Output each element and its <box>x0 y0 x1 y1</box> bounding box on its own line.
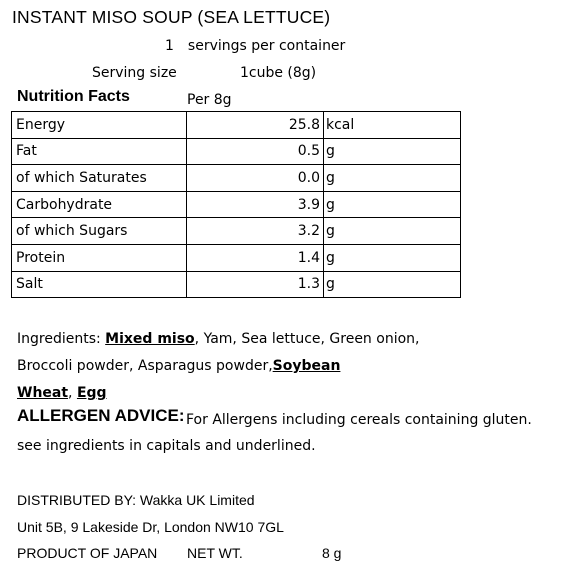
allergen-advice-note: see ingredients in capitals and underlined. <box>17 438 316 454</box>
nutrient-value: 0.5 <box>187 138 324 165</box>
allergen-wheat: Wheat <box>17 385 69 401</box>
nutrition-row-protein <box>12 244 461 271</box>
serving-size-label: Serving size <box>92 65 177 81</box>
nutrition-facts-heading: Nutrition Facts <box>17 88 130 105</box>
nutrient-unit: g <box>324 244 461 271</box>
servings-per-container <box>165 38 345 54</box>
nutrition-row-sugars <box>12 218 461 245</box>
ingredients-prefix: Ingredients: <box>17 331 106 347</box>
nutrient-unit: kcal <box>324 112 461 139</box>
nutrition-row-saturates <box>12 165 461 192</box>
net-weight-value: 8 g <box>322 545 342 561</box>
ingredients-line-3 <box>17 385 107 401</box>
servings-text: servings per container <box>187 38 346 54</box>
serving-size-value: 1cube (8g) <box>240 65 317 81</box>
nutrient-label: Fat <box>12 138 187 165</box>
nutrient-value: 3.9 <box>187 191 324 218</box>
allergen-mixed-miso: Mixed miso <box>105 331 195 347</box>
ingredients-line-2 <box>17 358 340 374</box>
product-title: INSTANT MISO SOUP (SEA LETTUCE) <box>12 7 331 27</box>
product-origin: PRODUCT OF JAPAN <box>17 545 158 561</box>
nutrient-value: 3.2 <box>187 218 324 245</box>
nutrient-label: Carbohydrate <box>12 191 187 218</box>
nutrient-label: of which Sugars <box>12 218 187 245</box>
nutrition-row-salt <box>12 271 461 298</box>
ingredients-line-1 <box>17 331 419 347</box>
nutrient-unit: g <box>324 191 461 218</box>
nutrient-value: 0.0 <box>187 165 324 192</box>
nutrition-table <box>11 111 461 298</box>
ingredients-line2-text: Broccoli powder, Asparagus powder, <box>17 358 273 374</box>
nutrient-unit: g <box>324 138 461 165</box>
per-portion-label: Per 8g <box>187 92 232 108</box>
allergen-advice-heading: ALLERGEN ADVICE: <box>17 406 185 425</box>
servings-count: 1 <box>165 38 174 54</box>
distributor-address: Unit 5B, 9 Lakeside Dr, London NW10 7GL <box>17 519 284 535</box>
allergen-advice-text: For Allergens including cereals containing gluten. <box>186 412 532 428</box>
nutrition-row-carbohydrate <box>12 191 461 218</box>
nutrition-row-energy <box>12 112 461 139</box>
allergen-egg: Egg <box>76 385 107 401</box>
nutrient-label: Energy <box>12 112 187 139</box>
nutrient-unit: g <box>324 271 461 298</box>
nutrient-label: Protein <box>12 244 187 271</box>
nutrient-value: 1.4 <box>187 244 324 271</box>
nutrient-value: 25.8 <box>187 112 324 139</box>
distributor-line: DISTRIBUTED BY: Wakka UK Limited <box>17 492 255 508</box>
net-weight-label: NET WT. <box>187 545 243 561</box>
ingredients-line1-rest: , Yam, Sea lettuce, Green onion, <box>194 331 420 347</box>
nutrient-label: Salt <box>12 271 187 298</box>
nutrient-unit: g <box>324 218 461 245</box>
nutrition-row-fat <box>12 138 461 165</box>
nutrient-unit: g <box>324 165 461 192</box>
nutrient-value: 1.3 <box>187 271 324 298</box>
allergen-soybean: Soybean <box>272 358 341 374</box>
ingredients-separator: , <box>68 385 77 401</box>
nutrient-label: of which Saturates <box>12 165 187 192</box>
